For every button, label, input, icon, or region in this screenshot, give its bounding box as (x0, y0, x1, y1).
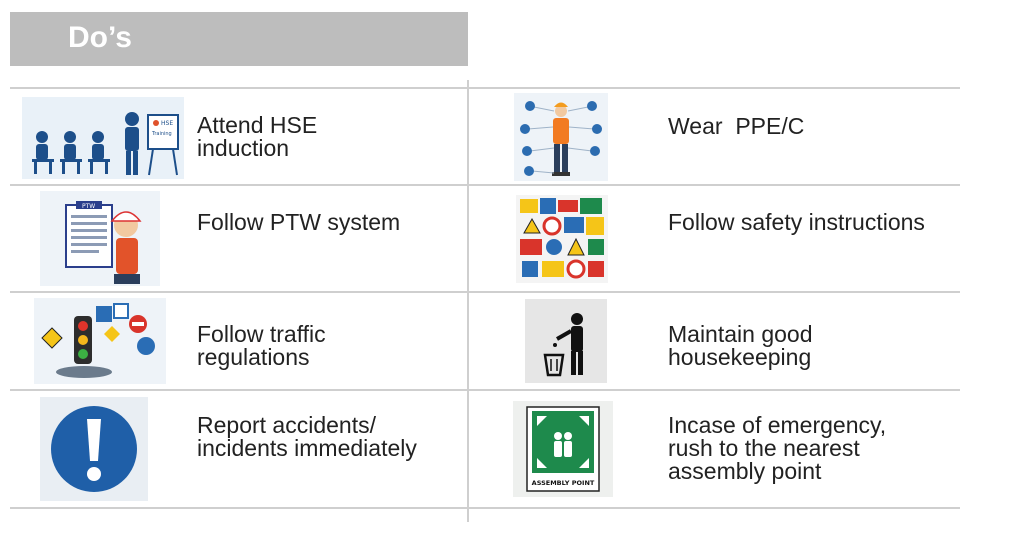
item-follow-ptw: Follow PTW system (197, 209, 401, 235)
item-housekeeping-line1: Maintain good (668, 321, 813, 347)
assembly-point-label: ASSEMBLY POINT (531, 479, 595, 487)
hse-sign-label: HSE (161, 120, 174, 127)
exclamation-icon (40, 397, 148, 501)
row-divider (10, 389, 960, 391)
item-emergency-line3: assembly point (668, 458, 822, 484)
training-sign-label: Training (152, 131, 172, 137)
item-attend-hse-line1: Attend HSE (197, 112, 318, 138)
row-divider (10, 291, 960, 293)
column-divider (467, 80, 469, 522)
hse-training-image (22, 97, 184, 179)
ptw-permit-image (40, 191, 160, 286)
housekeeping-bin-image (525, 299, 607, 383)
ptw-sign-label: PTW (82, 203, 96, 210)
item-housekeeping-line2: housekeeping (668, 344, 812, 370)
item-emergency-line2: rush to the nearest (668, 435, 860, 461)
item-emergency-line1: Incase of emergency, (668, 412, 887, 438)
item-report-line1: Report accidents/ (197, 412, 376, 438)
ppe-worker-image (514, 93, 608, 181)
item-attend-hse-line2: induction (197, 135, 290, 161)
item-follow-safety-instructions: Follow safety instructions (668, 209, 925, 235)
item-traffic-line2: regulations (197, 344, 310, 370)
item-report-line2: incidents immediately (197, 435, 417, 461)
row-divider (10, 184, 960, 186)
safety-signs-collage-image (516, 195, 608, 283)
item-wear-ppe: Wear PPE/C (668, 113, 805, 139)
dos-header (10, 12, 468, 66)
assembly-point-image (513, 401, 613, 497)
item-traffic-line1: Follow traffic (197, 321, 326, 347)
row-divider (10, 507, 960, 509)
traffic-signs-image (34, 298, 166, 384)
row-divider (10, 87, 960, 89)
dos-title: Do’s (68, 21, 132, 54)
